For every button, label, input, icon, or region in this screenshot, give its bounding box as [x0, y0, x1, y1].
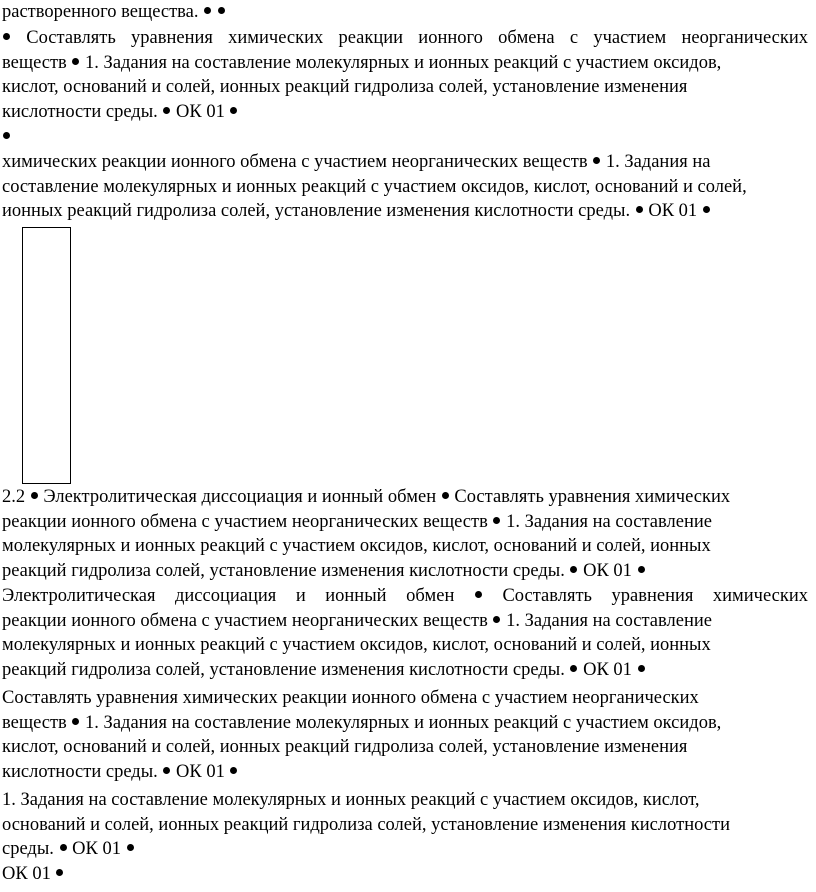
- text-block-6: [2, 584, 808, 682]
- text-line: химических реакции ионного обмена с участием неорганических веществ 1. Задания на: [2, 152, 711, 172]
- bullet-icon: [3, 33, 10, 40]
- text-block-1: [2, 0, 808, 25]
- bullet-icon: [593, 157, 600, 164]
- text-line: 2.2 Электролитическая диссоциация и ионный обмен Составлять уравнения химических: [2, 487, 731, 507]
- text-line: реакций гидролиза солей, установление изменения кислотности среды. ОК 01: [2, 658, 808, 683]
- text-line: молекулярных и ионных реакций с участием оксидов, кислот, оснований и солей, ионных: [2, 635, 711, 656]
- text-line: оснований и солей, ионных реакций гидролиза солей, установление изменения кислотности: [2, 814, 730, 835]
- bullet-icon: [638, 665, 645, 672]
- bullet-icon: [72, 58, 79, 65]
- bullet-icon: [218, 7, 225, 14]
- text-block-2: [2, 26, 808, 124]
- text-line: реакции ионного обмена с участием неорганических веществ 1. Задания на составление: [2, 610, 712, 631]
- bullet-icon: [56, 869, 63, 876]
- text-line: [2, 125, 808, 150]
- text-line: 1. Задания на составление молекулярных и ионных реакций с участием оксидов, кислот,: [2, 790, 700, 810]
- bullet-icon: [493, 517, 500, 524]
- text-block-7: [2, 686, 808, 784]
- bullet-icon: [163, 767, 170, 774]
- text-block-4: [2, 150, 808, 224]
- bullet-icon: [230, 767, 237, 774]
- text-line: Составлять уравнения химических реакции ионного обмена с участием неорганических: [2, 26, 808, 51]
- text-line: Электролитическая диссоциация и ионный обмен Составлять уравнения химических: [2, 586, 808, 606]
- bullet-icon: [636, 206, 643, 213]
- text-line: реакций гидролиза солей, установление изменения кислотности среды. ОК 01: [2, 559, 808, 584]
- bullet-icon: [442, 492, 449, 499]
- bullet-icon: [72, 718, 79, 725]
- bullet-icon: [60, 844, 67, 851]
- text-block-9: [2, 862, 808, 887]
- text-line: реакции ионного обмена с участием неорганических веществ 1. Задания на составление: [2, 511, 712, 532]
- text-block-8: [2, 788, 808, 862]
- text-line: веществ 1. Задания на составление молекулярных и ионных реакций с участием оксидов,: [2, 712, 722, 733]
- bullet-icon: [31, 492, 38, 499]
- text-line: Составлять уравнения химических реакции ионного обмена с участием неорганических: [2, 688, 699, 708]
- bullet-icon: [127, 844, 134, 851]
- text-block-5: [2, 485, 808, 583]
- bullet-icon: [3, 132, 10, 139]
- bullet-icon: [163, 107, 170, 114]
- text-line: молекулярных и ионных реакций с участием оксидов, кислот, оснований и солей, ионных: [2, 536, 711, 557]
- bullet-icon: [638, 566, 645, 573]
- bullet-icon: [570, 566, 577, 573]
- bullet-icon: [230, 107, 237, 114]
- text-line: кислот, оснований и солей, ионных реакций гидролиза солей, установление изменения: [2, 77, 688, 98]
- text-line: кислотности среды. ОК 01: [2, 100, 808, 125]
- text-block-3: [2, 125, 808, 150]
- bullet-icon: [475, 591, 482, 598]
- text-line: кислотности среды. ОК 01: [2, 760, 808, 785]
- text-line: растворенного вещества.: [2, 0, 808, 25]
- bullet-icon: [204, 7, 211, 14]
- bullet-icon: [703, 206, 710, 213]
- text-line: ионных реакций гидролиза солей, установление изменения кислотности среды. ОК 01: [2, 199, 808, 224]
- bullet-icon: [493, 616, 500, 623]
- bullet-icon: [570, 665, 577, 672]
- text-line: кислот, оснований и солей, ионных реакций гидролиза солей, установление изменения: [2, 737, 688, 758]
- text-line: ОК 01: [2, 862, 808, 887]
- text-line: веществ 1. Задания на составление молекулярных и ионных реакций с участием оксидов,: [2, 52, 722, 73]
- text-line: составление молекулярных и ионных реакций с участием оксидов, кислот, оснований и солей,: [2, 176, 747, 197]
- text-line: среды. ОК 01: [2, 837, 808, 862]
- empty-frame: [22, 227, 71, 484]
